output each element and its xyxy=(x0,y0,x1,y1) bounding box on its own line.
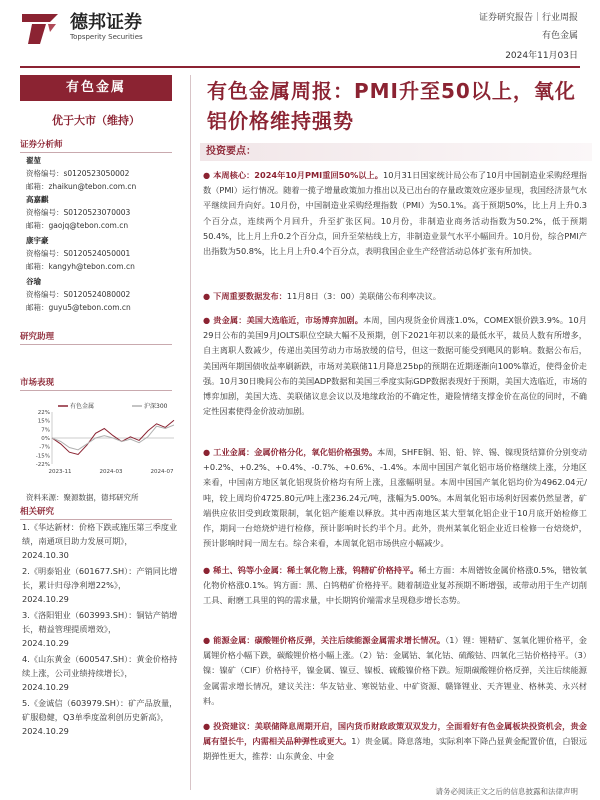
analyst-email[interactable]: 邮箱：zhaikun@tebon.com.cn xyxy=(26,182,137,191)
analyst-license: 资格编号：S0120524080002 xyxy=(26,290,131,299)
analysts-heading: 证券分析师 xyxy=(20,138,172,153)
bullet-icon: ● xyxy=(203,635,211,645)
series-line xyxy=(52,425,174,450)
para-core: ● 本周核心：2024年10月PMI重回50%以上。10月31日国家统计局公布了10月中国制造业采购经理指数（PMI）运行情况。随着一揽子增量政策加力推出以及已出台的存量政策效应逐步显现，我国经济景气水平继续回升向好。10月份，中国制造业采购经理指数（PMI）为50.1%。高于预期50%，比上月上升0.3个百分点，连续两个月回升，升至扩张区间。10月份，非制造业商务活动指数为50.2%，低于预期50.4%，比上月上升0.2个百分点，回升至荣枯线上方，非制造业景气水平小幅回升。10月份，综合PMI产出指数为50.8%，比上月上升0.4个百分点，表明我国企业生产经营活动总体扩张有所加快。 xyxy=(203,170,587,257)
related-report-item[interactable]: 3.《洛阳钼业（603993.SH）：铜钴产销增长，精益管理提质增效》， 2024.10.29 xyxy=(22,610,178,648)
bullet-icon: ● xyxy=(203,291,211,301)
para-investment-advice: ● 投资建议：美联储降息周期开启，国内货币财政政策双双发力，全面看好有色金属板块投资机会，贵金属有望长牛，内需相关品种弹性或更大。1）贵金属。降息落地，实际利率下降凸显黄金配置价值，白银远期弹性更大，推荐：山东黄金、中金 xyxy=(203,721,587,762)
bullet-icon: ● xyxy=(203,447,211,457)
analyst-name: 康宇豪 xyxy=(26,236,49,245)
related-reports-list xyxy=(22,520,178,740)
header-divider xyxy=(20,66,580,68)
report-type: 证券研究报告｜行业周报 xyxy=(478,13,578,23)
bullet-icon: ● xyxy=(203,565,211,575)
disclaimer-footer: 请务必阅读正文之后的信息披露和法律声明 xyxy=(435,787,578,796)
company-name-en: Topsperity Securities xyxy=(70,33,143,41)
company-name-cn: 德邦证券 xyxy=(70,12,142,33)
analyst-name: 翟堃 xyxy=(26,156,41,165)
analyst-card xyxy=(26,234,176,273)
para-energy-metals: ● 能源金属：碳酸锂价格反弹，关注后续能源金属需求增长情况。（1）锂：锂精矿、氢氧化锂价格平，金属锂价格小幅下跌，碳酸锂价格小幅上涨。（2）钴：金属钴、氧化钴、硫酸钴、四氧化三钴价格持平。（3）镍：镍矿（CIF）价格持平，镍金属、镍豆、镍板、硫酸镍价格下跌。短期碳酸锂价格反弹，关注后续能源金属需求增长情况，建议关注：华友钴业、寒锐钴业、中矿资源、赣锋锂业、天齐锂业、格林美、永兴材料。 xyxy=(203,635,587,706)
y-tick-label: 0% xyxy=(41,436,50,442)
y-tick-label: -15% xyxy=(35,453,50,460)
report-date: 2024年11月03日 xyxy=(505,51,578,61)
related-report-item[interactable]: 1.《华达新材：价格下跌或施压第三季度业绩，南通项目助力发展可期》， 2024.10.30 xyxy=(22,522,178,560)
analyst-name: 高嘉麒 xyxy=(26,195,49,204)
y-tick-label: 7% xyxy=(41,427,50,434)
bullet-icon: ● xyxy=(203,170,211,180)
related-report-item[interactable]: 4.《山东黄金（600547.SH）：黄金价格持续上涨，公司业绩持续增长》， 2024.10.29 xyxy=(22,654,178,692)
analyst-email[interactable]: 邮箱：gaojq@tebon.com.cn xyxy=(26,221,129,230)
key-points-label: 投资要点： xyxy=(200,143,592,161)
analyst-license: 资格编号：S0120524050001 xyxy=(26,249,131,258)
analyst-card xyxy=(26,275,176,314)
legend-label: 有色金属 xyxy=(70,403,95,410)
chart-source: 资料来源：聚源数据，德邦研究所 xyxy=(26,493,139,502)
analyst-license: 资格编号：S0120523070003 xyxy=(26,208,131,217)
bullet-icon: ● xyxy=(203,315,211,325)
report-title: 有色金属周报：PMI升至50以上，氧化铝价格维持强势 xyxy=(207,79,576,133)
x-tick-label: 2024-07 xyxy=(150,469,174,475)
related-report-item[interactable]: 5.《金诚信（603979.SH）：矿产品放量，矿服稳健，Q3单季度盈利创历史新高》， 2024.10.29 xyxy=(22,698,178,736)
rating: 优于大市（维持） xyxy=(52,114,140,127)
header-sector: 有色金属 xyxy=(541,31,578,41)
para-precious-metals: ● 贵金属：美国大选临近，市场博弈加剧。本周，国内现货金价周涨1.0%，COMEX银价跌3.9%。10月29日公布的美国9月JOLTS职位空缺大幅不及预期，创下2021年初以来的最低水平，裁员人数有所增多，自主离职人数减少，传递出美国劳动力市场放缓的信号，但这一数据可能受到飓风的影响。数据公布后，美国两年期国债收益率刷新跌，市场对美联储11月降息25bp的预期在近期逐渐向100%靠近，使得金价走强。10月30日晚间公布的美国ADP数据和美国三季度实际GDP数据表现好于预期，美国大选临近，市场的博弈加剧，美国大选、美联储议息会议以及地缘政治的不确定性，避险情绪支撑金价在高位的同时，不确定性因素使得金价波动加剧。 xyxy=(203,315,587,417)
y-tick-label: -22% xyxy=(35,462,50,468)
analyst-email[interactable]: 邮箱：guyu5@tebon.com.cn xyxy=(26,303,131,312)
tebon-logo-icon xyxy=(20,10,60,46)
para-data-release: ● 下周重要数据发布：11月8日（3：00）美联储公布利率决议。 xyxy=(203,291,441,301)
bullet-icon: ● xyxy=(203,721,211,731)
column-divider xyxy=(190,75,191,790)
legend-label: 沪深300 xyxy=(144,403,168,410)
market-performance-chart xyxy=(22,400,178,478)
analyst-card xyxy=(26,154,176,193)
sector-label: 有色金属 xyxy=(20,75,172,101)
para-minor-metals: ● 稀土、钨等小金属：稀土氧化物上涨，钨精矿价格持平。稀土方面：本周镨钕金属价格涨0.5%，镨钕氧化物价格涨0.1%。钨方面：黑、白钨精矿价格持平。随着制造业复苏预期不断增强，或带动用于生产切削工具、耐磨工具里的钨的需求量，中长期钨价端需求呈现稳步增长态势。 xyxy=(203,565,587,606)
market-heading: 市场表现 xyxy=(20,376,172,391)
related-heading: 相关研究 xyxy=(20,505,172,520)
x-tick-label: 2024-03 xyxy=(99,469,123,475)
para-industrial-metals: ● 工业金属：金属价格分化，氧化铝价格强势。本周，SHFE铜、铝、铅、锌、锡、镍现货结算价分别变动+0.2%、+0.2%、+0.4%、-0.7%、+0.6%、-1.4%。本周中国国产氧化铝市场价格继续上涨，分地区来看，中国南方地区氧化铝现货价格均有所上涨，且涨幅明显。本周中国国产氧化铝均价为4962.04元/吨，较上周均价4725.80元/吨上涨236.24元/吨，涨幅为5.00%。本周氧化铝市场利好因素仍然显著，矿端供应依旧受到政策限制，氧化铝产能难以释放。其中西南地区某大型氧化铝企业于10月底开始检修工作，期间一台焙烧炉进行检修，预计影响时长约半个月。此外，贵州某氧化铝企业近日检修一台焙烧炉，预计影响时间一周左右。综合来看，本周氧化铝市场供应小幅减少。 xyxy=(203,447,587,549)
analyst-card xyxy=(26,193,176,232)
y-tick-label: -7% xyxy=(39,444,50,451)
y-tick-label: 15% xyxy=(37,418,50,425)
analyst-license: 资格编号：s0120523050002 xyxy=(26,169,130,178)
analyst-name: 谷瑜 xyxy=(26,277,41,286)
series-line xyxy=(52,420,174,454)
analyst-email[interactable]: 邮箱：kangyh@tebon.com.cn xyxy=(26,262,135,271)
x-tick-label: 2023-11 xyxy=(48,469,72,475)
related-report-item[interactable]: 2.《明泰铝业（601677.SH）：产销同比增长，累计归母净利增22%》， 2024.10.29 xyxy=(22,566,178,604)
assistant-heading: 研究助理 xyxy=(20,330,172,345)
y-tick-label: 22% xyxy=(37,410,50,416)
